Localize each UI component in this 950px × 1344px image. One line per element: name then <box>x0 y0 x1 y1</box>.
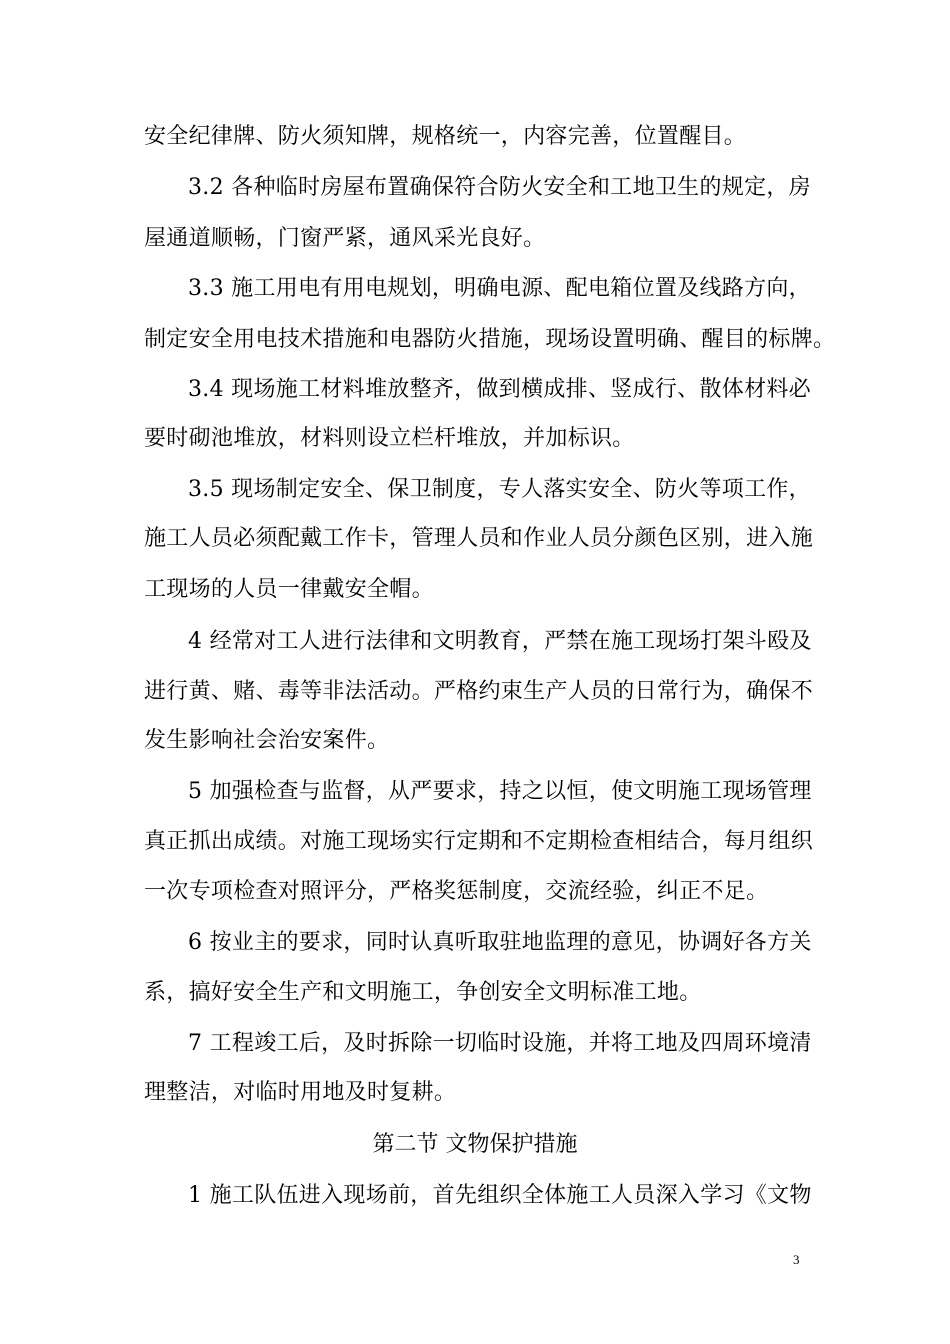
text-line: 进行黄、赌、毒等非法活动。严格约束生产人员的日常行为，确保不 <box>144 679 814 704</box>
text-line: 施工人员必须配戴工作卡，管理人员和作业人员分颜色区别，进入施 <box>144 526 814 551</box>
text-line: 理整洁，对临时用地及时复耕。 <box>144 1080 457 1105</box>
text-line: 制定安全用电技术措施和电器防火措施，现场设置明确、醒目的标牌。 <box>144 327 836 352</box>
text-line: 3.3 施工用电有用电规划，明确电源、配电箱位置及线路方向， <box>188 276 811 301</box>
text-line: 一次专项检查对照评分，严格奖惩制度，交流经验，纠正不足。 <box>144 879 769 904</box>
text-line: 4 经常对工人进行法律和文明教育，严禁在施工现场打架斗殴及 <box>188 629 812 654</box>
text-line: 7 工程竣工后，及时拆除一切临时设施，并将工地及四周环境清 <box>188 1031 812 1056</box>
text-line: 工现场的人员一律戴安全帽。 <box>144 577 434 602</box>
text-line: 要时砌池堆放，材料则设立栏杆堆放，并加标识。 <box>144 426 635 451</box>
text-line: 5 加强检查与监督，从严要求，持之以恒，使文明施工现场管理 <box>188 779 812 804</box>
text-line: 3.4 现场施工材料堆放整齐，做到横成排、竖成行、散体材料必 <box>188 377 811 402</box>
text-line: 3.5 现场制定安全、保卫制度，专人落实安全、防火等项工作， <box>188 477 811 502</box>
text-line: 1 施工队伍进入现场前，首先组织全体施工人员深入学习《文物 <box>188 1183 812 1208</box>
text-line: 系，搞好安全生产和文明施工，争创安全文明标准工地。 <box>144 980 702 1005</box>
text-line: 发生影响社会治安案件。 <box>144 728 390 753</box>
section-heading: 第二节 文物保护措施 <box>372 1132 578 1157</box>
text-line: 真正抓出成绩。对施工现场实行定期和不定期检查相结合，每月组织 <box>144 829 814 854</box>
text-line: 安全纪律牌、防火须知牌，规格统一，内容完善，位置醒目。 <box>144 124 747 149</box>
text-line: 6 按业主的要求，同时认真听取驻地监理的意见，协调好各方关 <box>188 930 812 955</box>
text-line: 3.2 各种临时房屋布置确保符合防火安全和工地卫生的规定，房 <box>188 175 811 200</box>
page-number: 3 <box>793 1252 800 1267</box>
text-line: 屋通道顺畅，门窗严紧，通风采光良好。 <box>144 226 546 251</box>
